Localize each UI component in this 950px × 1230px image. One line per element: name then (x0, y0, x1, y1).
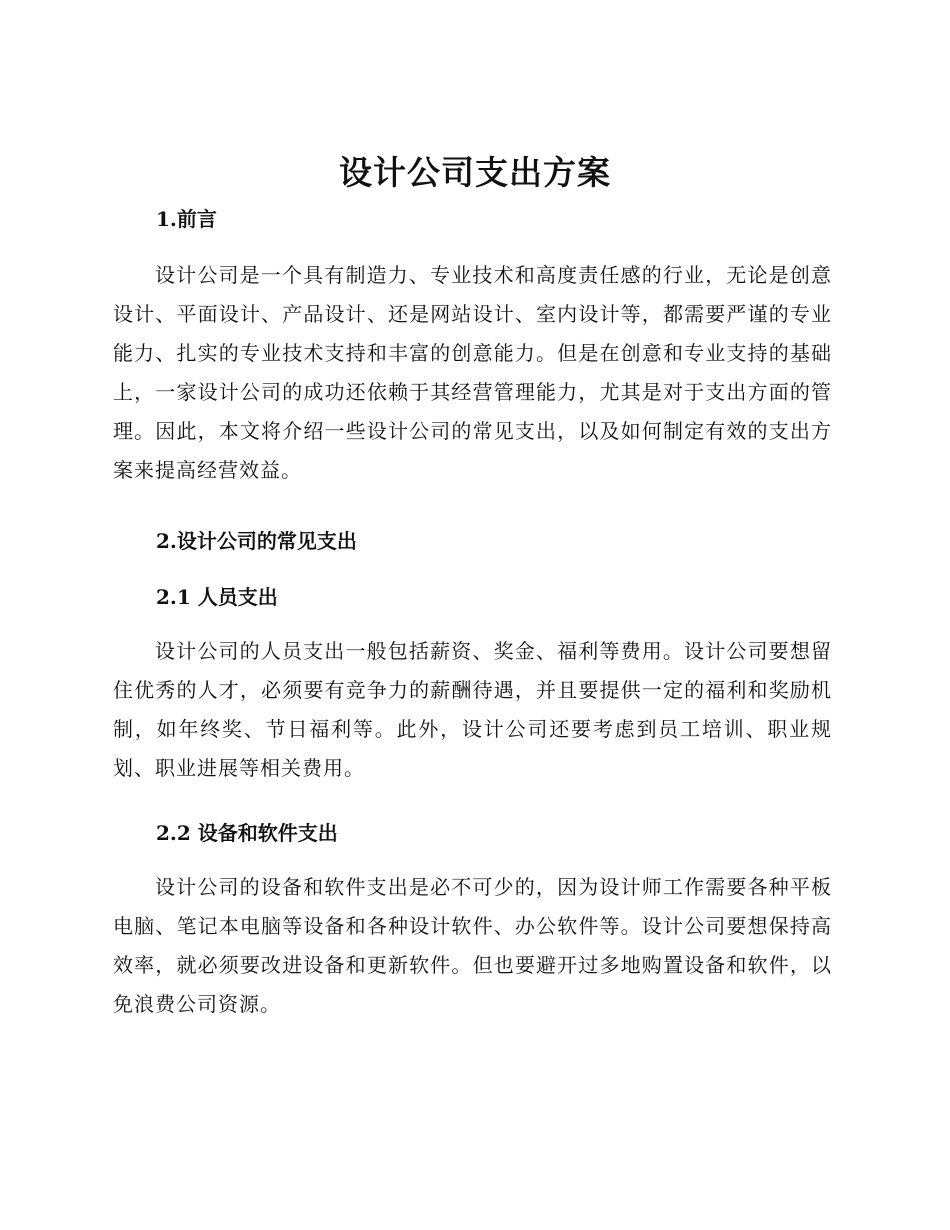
document-title: 设计公司支出方案 (339, 153, 611, 192)
section-heading-common-expenses: 2.设计公司的常见支出 (156, 529, 357, 553)
section-heading-personnel: 2.1 人员支出 (156, 585, 278, 609)
section-paragraph-personnel: 设计公司的人员支出一般包括薪资、奖金、福利等费用。设计公司要想留住优秀的人才，必须要有竞争力的薪酬待遇，并且要提供一定的福利和奖励机制，如年终奖、节日福利等。此外，设计公司还要考虑到员工培训、职业规划、职业进展等相关费用。 (113, 639, 832, 780)
section-paragraph-equipment-software: 设计公司的设备和软件支出是必不可少的，因为设计师工作需要各种平板电脑、笔记本电脑等设备和各种设计软件、办公软件等。设计公司要想保持高效率，就必须要改进设备和更新软件。但也要避开过多地购置设备和软件，以免浪费公司资源。 (113, 875, 832, 1016)
section-heading-preface: 1.前言 (156, 207, 217, 231)
section-heading-equipment-software: 2.2 设备和软件支出 (156, 821, 338, 845)
section-paragraph-preface: 设计公司是一个具有制造力、专业技术和高度责任感的行业，无论是创意设计、平面设计、产品设计、还是网站设计、室内设计等，都需要严谨的专业能力、扎实的专业技术支持和丰富的创意能力。但是在创意和专业支持的基础上，一家设计公司的成功还依赖于其经营管理能力，尤其是对于支出方面的管理。因此，本文将介绍一些设计公司的常见支出，以及如何制定有效的支出方案来提高经营效益。 (113, 263, 832, 482)
